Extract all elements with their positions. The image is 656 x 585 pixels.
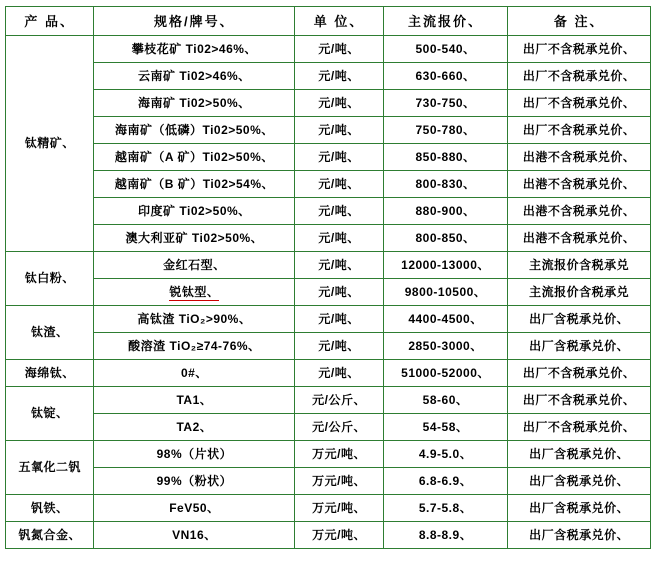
remark-cell: 出港不含税承兑价、 — [508, 144, 651, 171]
spec-cell: FeV50、 — [94, 495, 295, 522]
unit-cell: 元/吨、 — [295, 144, 383, 171]
price-cell: 6.8-6.9、 — [383, 468, 508, 495]
table-row — [6, 414, 651, 441]
remark-cell: 出厂含税承兑价、 — [508, 441, 651, 468]
table-row — [6, 252, 651, 279]
price-cell: 730-750、 — [383, 90, 508, 117]
table-row — [6, 306, 651, 333]
price-cell: 9800-10500、 — [383, 279, 508, 306]
table-row — [6, 144, 651, 171]
unit-cell: 万元/吨、 — [295, 495, 383, 522]
price-cell: 58-60、 — [383, 387, 508, 414]
unit-cell: 万元/吨、 — [295, 441, 383, 468]
unit-cell: 元/吨、 — [295, 198, 383, 225]
remark-cell: 出港不含税承兑价、 — [508, 171, 651, 198]
remark-cell: 出厂不含税承兑价、 — [508, 414, 651, 441]
remark-cell: 出厂含税承兑价、 — [508, 495, 651, 522]
table-row — [6, 198, 651, 225]
price-cell: 54-58、 — [383, 414, 508, 441]
unit-cell: 元/吨、 — [295, 252, 383, 279]
product-group-cell: 海绵钛、 — [6, 360, 94, 387]
price-cell: 4.9-5.0、 — [383, 441, 508, 468]
price-cell: 500-540、 — [383, 36, 508, 63]
unit-cell: 元/吨、 — [295, 225, 383, 252]
spec-cell: 印度矿 Ti02>50%、 — [94, 198, 295, 225]
spec-cell: 金红石型、 — [94, 252, 295, 279]
remark-cell: 出港不含税承兑价、 — [508, 225, 651, 252]
remark-cell: 主流报价含税承兑 — [508, 279, 651, 306]
remark-cell: 出厂不含税承兑价、 — [508, 360, 651, 387]
product-group-cell: 五氧化二钒 — [6, 441, 94, 495]
table-row — [6, 495, 651, 522]
product-group-cell: 钒铁、 — [6, 495, 94, 522]
table-header — [6, 7, 651, 36]
spec-cell — [94, 279, 295, 306]
table-row — [6, 279, 651, 306]
column-header-remark: 备 注、 — [508, 7, 651, 36]
table-row — [6, 360, 651, 387]
spec-cell: 0#、 — [94, 360, 295, 387]
unit-cell: 元/吨、 — [295, 63, 383, 90]
spec-cell: 海南矿 Ti02>50%、 — [94, 90, 295, 117]
unit-cell: 元/吨、 — [295, 171, 383, 198]
spec-cell: VN16、 — [94, 522, 295, 549]
price-cell: 800-830、 — [383, 171, 508, 198]
remark-cell: 出厂含税承兑价、 — [508, 522, 651, 549]
price-cell: 8.8-8.9、 — [383, 522, 508, 549]
table-row — [6, 171, 651, 198]
remark-cell: 出厂含税承兑价、 — [508, 306, 651, 333]
unit-cell: 元/吨、 — [295, 360, 383, 387]
remark-cell: 出厂含税承兑价、 — [508, 333, 651, 360]
column-header-spec: 规格/牌号、 — [94, 7, 295, 36]
table-row — [6, 90, 651, 117]
spec-cell: 攀枝花矿 Ti02>46%、 — [94, 36, 295, 63]
titanium-price-table — [5, 6, 651, 549]
price-cell: 850-880、 — [383, 144, 508, 171]
table-row — [6, 117, 651, 144]
spec-cell: 越南矿（A 矿）Ti02>50%、 — [94, 144, 295, 171]
price-cell: 2850-3000、 — [383, 333, 508, 360]
unit-cell: 元/吨、 — [295, 333, 383, 360]
unit-cell: 元/吨、 — [295, 117, 383, 144]
spec-cell: 98%（片状） — [94, 441, 295, 468]
table-header-row — [6, 7, 651, 36]
spec-cell: TA2、 — [94, 414, 295, 441]
remark-cell: 主流报价含税承兑 — [508, 252, 651, 279]
spec-cell: 越南矿（B 矿）Ti02>54%、 — [94, 171, 295, 198]
spec-cell: 云南矿 Ti02>46%、 — [94, 63, 295, 90]
table-row — [6, 333, 651, 360]
remark-cell: 出港不含税承兑价、 — [508, 198, 651, 225]
product-group-cell: 钛渣、 — [6, 306, 94, 360]
spec-cell: 99%（粉状） — [94, 468, 295, 495]
unit-cell: 元/公斤、 — [295, 387, 383, 414]
spec-label: 锐钛型、 — [169, 284, 220, 299]
table-row — [6, 522, 651, 549]
product-group-cell: 钛精矿、 — [6, 36, 94, 252]
spec-cell: 酸溶渣 TiO₂≥74-76%、 — [94, 333, 295, 360]
remark-cell: 出厂不含税承兑价、 — [508, 36, 651, 63]
spec-cell: TA1、 — [94, 387, 295, 414]
table-row — [6, 36, 651, 63]
remark-cell: 出厂含税承兑价、 — [508, 468, 651, 495]
spec-cell: 海南矿（低磷）Ti02>50%、 — [94, 117, 295, 144]
price-cell: 880-900、 — [383, 198, 508, 225]
price-cell: 12000-13000、 — [383, 252, 508, 279]
table-row — [6, 63, 651, 90]
price-cell: 800-850、 — [383, 225, 508, 252]
table-row — [6, 225, 651, 252]
price-cell: 750-780、 — [383, 117, 508, 144]
table-row — [6, 468, 651, 495]
unit-cell: 元/吨、 — [295, 36, 383, 63]
table-row — [6, 387, 651, 414]
spec-cell: 澳大利亚矿 Ti02>50%、 — [94, 225, 295, 252]
unit-cell: 万元/吨、 — [295, 522, 383, 549]
price-cell: 5.7-5.8、 — [383, 495, 508, 522]
price-cell: 4400-4500、 — [383, 306, 508, 333]
product-group-cell: 钛锭、 — [6, 387, 94, 441]
column-header-price: 主流报价、 — [383, 7, 508, 36]
unit-cell: 元/吨、 — [295, 279, 383, 306]
column-header-unit: 单 位、 — [295, 7, 383, 36]
remark-cell: 出厂不含税承兑价、 — [508, 117, 651, 144]
price-cell: 630-660、 — [383, 63, 508, 90]
price-cell: 51000-52000、 — [383, 360, 508, 387]
unit-cell: 元/公斤、 — [295, 414, 383, 441]
remark-cell: 出厂不含税承兑价、 — [508, 90, 651, 117]
spec-cell: 高钛渣 TiO₂>90%、 — [94, 306, 295, 333]
table-row — [6, 441, 651, 468]
unit-cell: 万元/吨、 — [295, 468, 383, 495]
remark-cell: 出厂不含税承兑价、 — [508, 63, 651, 90]
remark-cell: 出厂不含税承兑价、 — [508, 387, 651, 414]
unit-cell: 元/吨、 — [295, 306, 383, 333]
product-group-cell: 钛白粉、 — [6, 252, 94, 306]
product-group-cell: 钒氮合金、 — [6, 522, 94, 549]
unit-cell: 元/吨、 — [295, 90, 383, 117]
column-header-product: 产 品、 — [6, 7, 94, 36]
table-body — [6, 36, 651, 549]
